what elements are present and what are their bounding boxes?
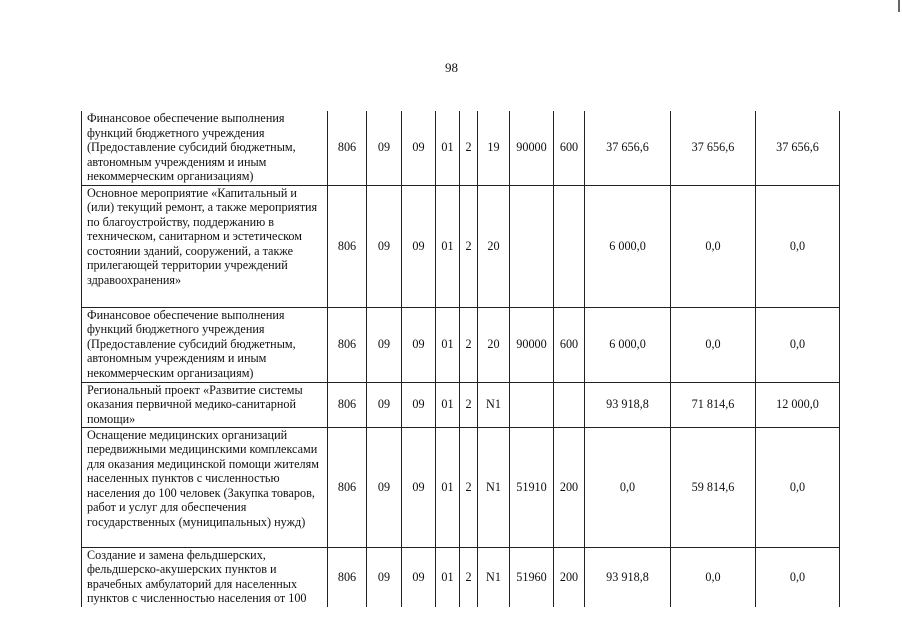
cell-sum-year1: 6 000,0 — [585, 185, 671, 307]
cell-sum-year3: 0,0 — [756, 547, 840, 607]
cell-grbs: 806 — [328, 185, 367, 307]
cell-sum-year3: 0,0 — [756, 427, 840, 547]
table-row — [82, 185, 840, 307]
cell-sum-year1: 37 656,6 — [585, 111, 671, 185]
cell-event: N1 — [478, 382, 510, 427]
cell-expense-type — [554, 382, 585, 427]
cell-sum-year1: 93 918,8 — [585, 547, 671, 607]
table-row — [82, 427, 840, 547]
cell-subsection: 09 — [402, 111, 436, 185]
cell-subsection: 09 — [402, 185, 436, 307]
cell-sum-year3: 37 656,6 — [756, 111, 840, 185]
cell-subsection: 09 — [402, 547, 436, 607]
cell-program: 01 — [436, 111, 460, 185]
cell-event: N1 — [478, 547, 510, 607]
table-row — [82, 547, 840, 607]
cell-sum-year3: 12 000,0 — [756, 382, 840, 427]
cell-event: 20 — [478, 307, 510, 382]
cell-program: 01 — [436, 427, 460, 547]
cell-sum-year1: 93 918,8 — [585, 382, 671, 427]
cell-direction: 51960 — [510, 547, 554, 607]
cell-section: 09 — [367, 111, 402, 185]
cell-program: 01 — [436, 547, 460, 607]
row-name: Оснащение медицинских организаций передвижными медицинскими комплексами для оказания медицинской помощи жителям населенных пунктов с численностью населения до 100 человек (Закупка товаров, работ и услуг для обеспечения государственных (муниципальных) нужд) — [82, 427, 328, 547]
cell-sum-year2: 59 814,6 — [671, 427, 756, 547]
cell-grbs: 806 — [328, 427, 367, 547]
cell-sum-year3: 0,0 — [756, 307, 840, 382]
cell-subsection: 09 — [402, 307, 436, 382]
cell-subsection: 09 — [402, 427, 436, 547]
row-name: Создание и замена фельдшерских, фельдшерско-акушерских пунктов и врачебных амбулаторий для населенных пунктов с численностью населения от 100 — [82, 547, 328, 607]
cell-sum-year2: 71 814,6 — [671, 382, 756, 427]
cell-subprogram: 2 — [460, 307, 478, 382]
cell-expense-type: 200 — [554, 547, 585, 607]
cell-event: 20 — [478, 185, 510, 307]
cell-expense-type: 600 — [554, 307, 585, 382]
budget-table — [81, 111, 840, 607]
row-name: Региональный проект «Развитие системы оказания первичной медико-санитарной помощи» — [82, 382, 328, 427]
row-name: Финансовое обеспечение выполнения функций бюджетного учреждения (Предоставление субсидий бюджетным, автономным учреждениям и иным некоммерческим организациям) — [82, 111, 328, 185]
cell-section: 09 — [367, 382, 402, 427]
row-name: Финансовое обеспечение выполнения функций бюджетного учреждения (Предоставление субсидий бюджетным, автономным учреждениям и иным некоммерческим организациям) — [82, 307, 328, 382]
cell-grbs: 806 — [328, 307, 367, 382]
cell-subprogram: 2 — [460, 547, 478, 607]
cell-subprogram: 2 — [460, 185, 478, 307]
cell-section: 09 — [367, 185, 402, 307]
cell-section: 09 — [367, 547, 402, 607]
cell-direction — [510, 185, 554, 307]
table-row — [82, 307, 840, 382]
cell-direction: 90000 — [510, 307, 554, 382]
cell-sum-year2: 0,0 — [671, 185, 756, 307]
cell-sum-year3: 0,0 — [756, 185, 840, 307]
cell-subprogram: 2 — [460, 382, 478, 427]
cell-event: 19 — [478, 111, 510, 185]
table-row — [82, 382, 840, 427]
row-name: Основное мероприятие «Капитальный и (или) текущий ремонт, а также мероприятия по благоустройству, поддержанию в техническом, санитарном и эстетическом состоянии зданий, сооружений, а также прилегающей территории учреждений здравоохранения» — [82, 185, 328, 307]
cell-sum-year2: 0,0 — [671, 547, 756, 607]
cell-sum-year2: 0,0 — [671, 307, 756, 382]
page-number: 98 — [445, 60, 458, 75]
cell-subprogram: 2 — [460, 427, 478, 547]
cell-subprogram: 2 — [460, 111, 478, 185]
cell-direction — [510, 382, 554, 427]
scan-edge-mark — [898, 0, 900, 12]
cell-sum-year2: 37 656,6 — [671, 111, 756, 185]
cell-program: 01 — [436, 185, 460, 307]
cell-section: 09 — [367, 307, 402, 382]
cell-direction: 51910 — [510, 427, 554, 547]
cell-direction: 90000 — [510, 111, 554, 185]
cell-program: 01 — [436, 382, 460, 427]
cell-program: 01 — [436, 307, 460, 382]
table-row — [82, 111, 840, 185]
cell-expense-type: 600 — [554, 111, 585, 185]
cell-subsection: 09 — [402, 382, 436, 427]
cell-sum-year1: 6 000,0 — [585, 307, 671, 382]
cell-event: N1 — [478, 427, 510, 547]
cell-sum-year1: 0,0 — [585, 427, 671, 547]
cell-grbs: 806 — [328, 111, 367, 185]
cell-grbs: 806 — [328, 382, 367, 427]
cell-grbs: 806 — [328, 547, 367, 607]
cell-expense-type — [554, 185, 585, 307]
cell-section: 09 — [367, 427, 402, 547]
cell-expense-type: 200 — [554, 427, 585, 547]
